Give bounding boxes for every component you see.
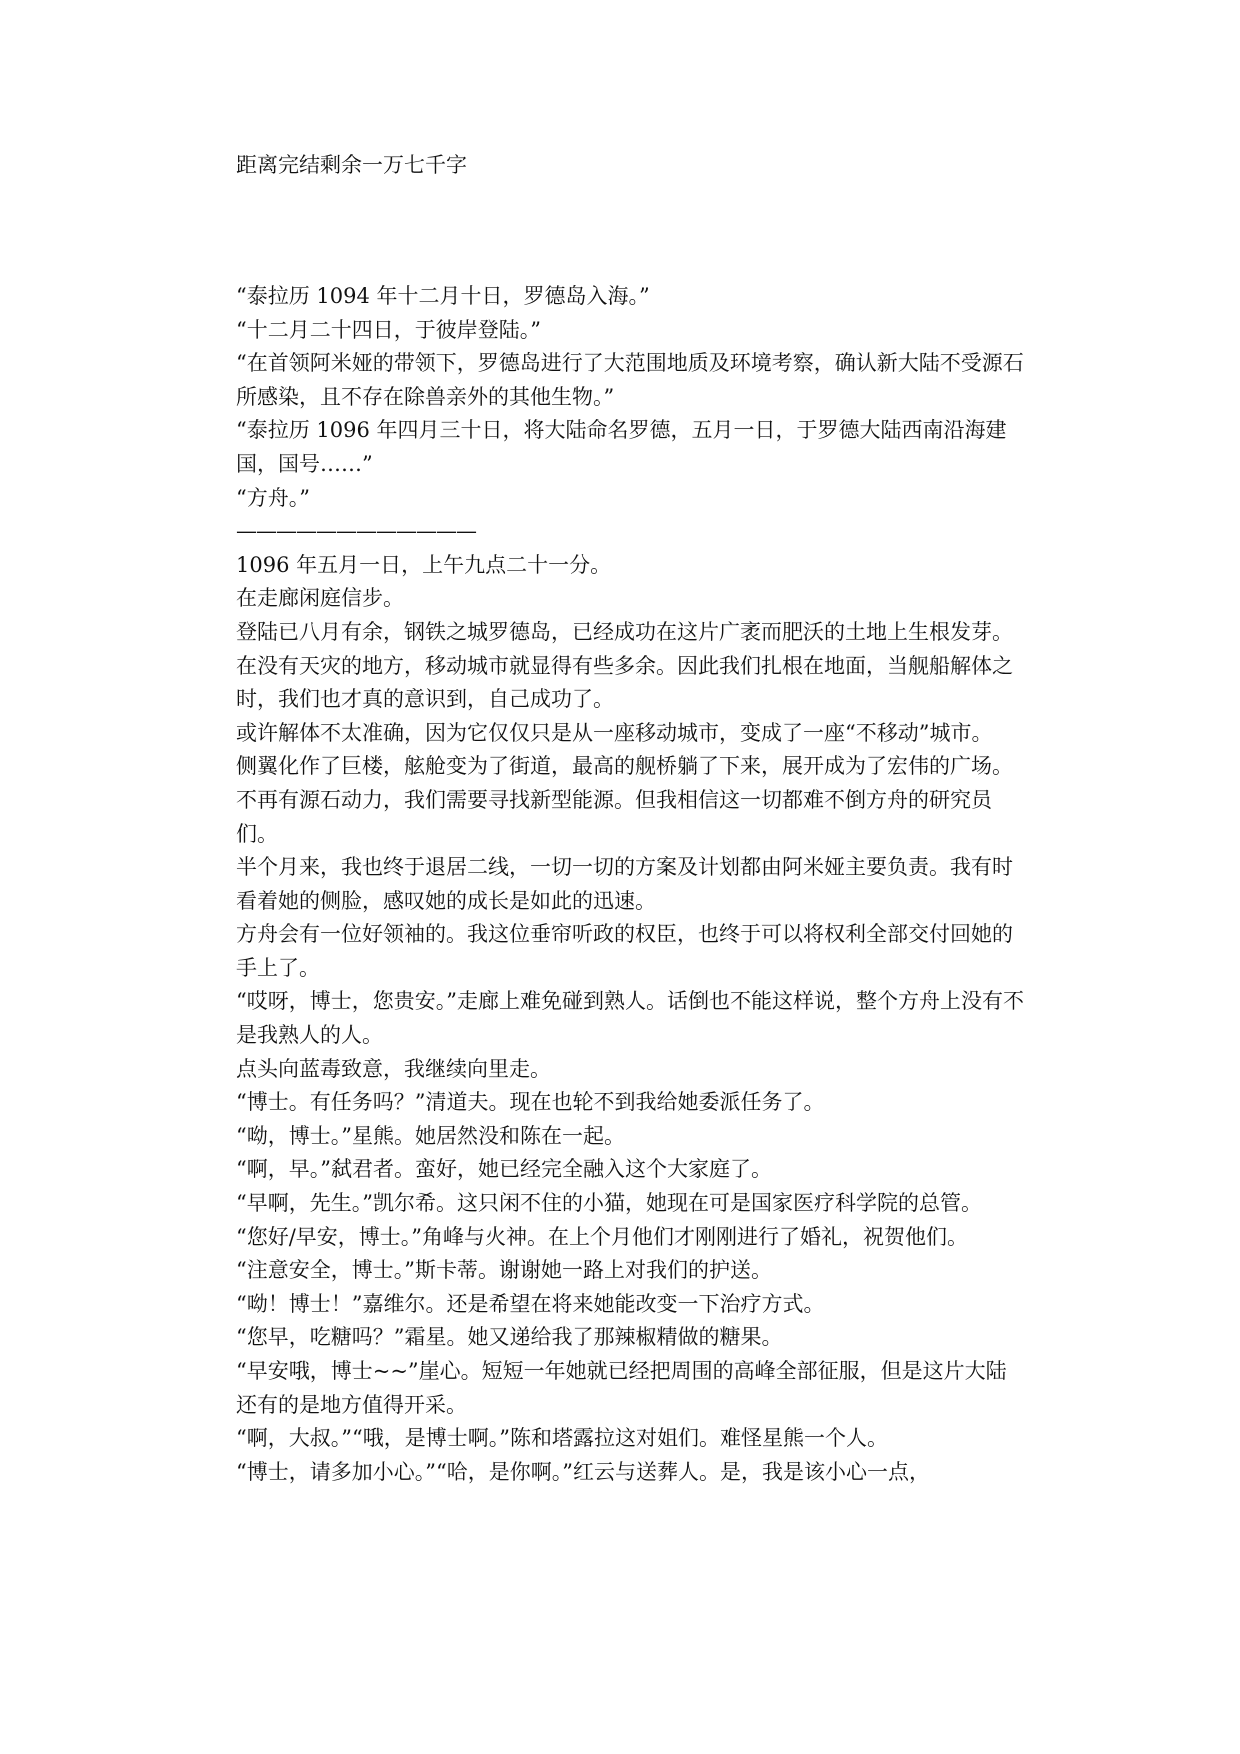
paragraph: “呦，博士。”星熊。她居然没和陈在一起。 [236, 1123, 625, 1148]
document-body [236, 280, 1026, 1489]
paragraph: 在没有天灾的地方，移动城市就显得有些多余。因此我们扎根在地面，当舰船解体之时，我们也才真的意识到，自己成功了。 [236, 653, 1013, 712]
paragraph: “博士。有任务吗？”清道夫。现在也轮不到我给她委派任务了。 [236, 1090, 825, 1115]
paragraph: “您早，吃糖吗？”霜星。她又递给我了那辣椒精做的糖果。 [236, 1325, 783, 1350]
prologue-line: “方舟。” [236, 485, 310, 510]
paragraph: “早安哦，博士~~”崖心。短短一年她就已经把周围的高峰全部征服，但是这片大陆还有的是地方值得开采。 [236, 1359, 1007, 1417]
paragraph: 侧翼化作了巨楼，舷舱变为了街道，最高的舰桥躺了下来，展开成为了宏伟的广场。 [236, 754, 1013, 779]
paragraph: “啊，早。”弑君者。蛮好，她已经完全融入这个大家庭了。 [236, 1157, 772, 1182]
paragraph: “博士，请多加小心。”“哈，是你啊。”红云与送葬人。是，我是该小心一点， [236, 1459, 930, 1484]
paragraph: 半个月来，我也终于退居二线，一切一切的方案及计划都由阿米娅主要负责。我有时看着她的侧脸，感叹她的成长是如此的迅速。 [236, 855, 1013, 913]
prologue-line: “在首领阿米娅的带领下，罗德岛进行了大范围地质及环境考察，确认新大陆不受源石所感染，且不存在除兽亲外的其他生物。” [236, 351, 1024, 409]
paragraph: 点头向蓝毒致意，我继续向里走。 [236, 1056, 551, 1081]
paragraph: “哎呀，博士，您贵安。”走廊上难免碰到熟人。话倒也不能这样说，整个方舟上没有不是我熟人的人。 [236, 989, 1024, 1048]
prologue-line: “十二月二十四日，于彼岸登陆。” [236, 317, 541, 342]
paragraph: “您好/早安，博士。”角峰与火神。在上个月他们才刚刚进行了婚礼，祝贺他们。 [236, 1224, 969, 1249]
prologue-line: “泰拉历 1094 年十二月十日，罗德岛入海。” [236, 284, 650, 308]
paragraph: 登陆已八月有余，钢铁之城罗德岛，已经成功在这片广袤而肥沃的土地上生根发芽。 [236, 619, 1013, 644]
prologue-line: “泰拉历 1096 年四月三十日，将大陆命名罗德，五月一日，于罗德大陆西南沿海建国，国号……” [236, 418, 1007, 476]
paragraph: 不再有源石动力，我们需要寻找新型能源。但我相信这一切都难不倒方舟的研究员们。 [236, 787, 992, 846]
paragraph: “注意安全，博士。”斯卡蒂。谢谢她一路上对我们的护送。 [236, 1258, 772, 1283]
paragraph: “早啊，先生。”凯尔希。这只闲不住的小猫，她现在可是国家医疗科学院的总管。 [236, 1191, 982, 1216]
paragraph: “啊，大叔。”“哦，是博士啊。”陈和塔露拉这对姐们。难怪星熊一个人。 [236, 1426, 888, 1451]
paragraph: “呦！博士！”嘉维尔。还是希望在将来她能改变一下治疗方式。 [236, 1291, 825, 1316]
paragraph: 1096 年五月一日，上午九点二十一分。 [236, 552, 612, 577]
paragraph: 方舟会有一位好领袖的。我这位垂帘听政的权臣，也终于可以将权利全部交付回她的手上了。 [236, 922, 1013, 980]
paragraph: 或许解体不太准确，因为它仅仅只是从一座移动城市，变成了一座“不移动”城市。 [236, 720, 993, 745]
document-heading: 距离完结剩余一万七千字 [236, 153, 467, 177]
paragraph: 在走廊闲庭信步。 [236, 586, 404, 611]
section-divider: ———————————— [236, 519, 476, 544]
